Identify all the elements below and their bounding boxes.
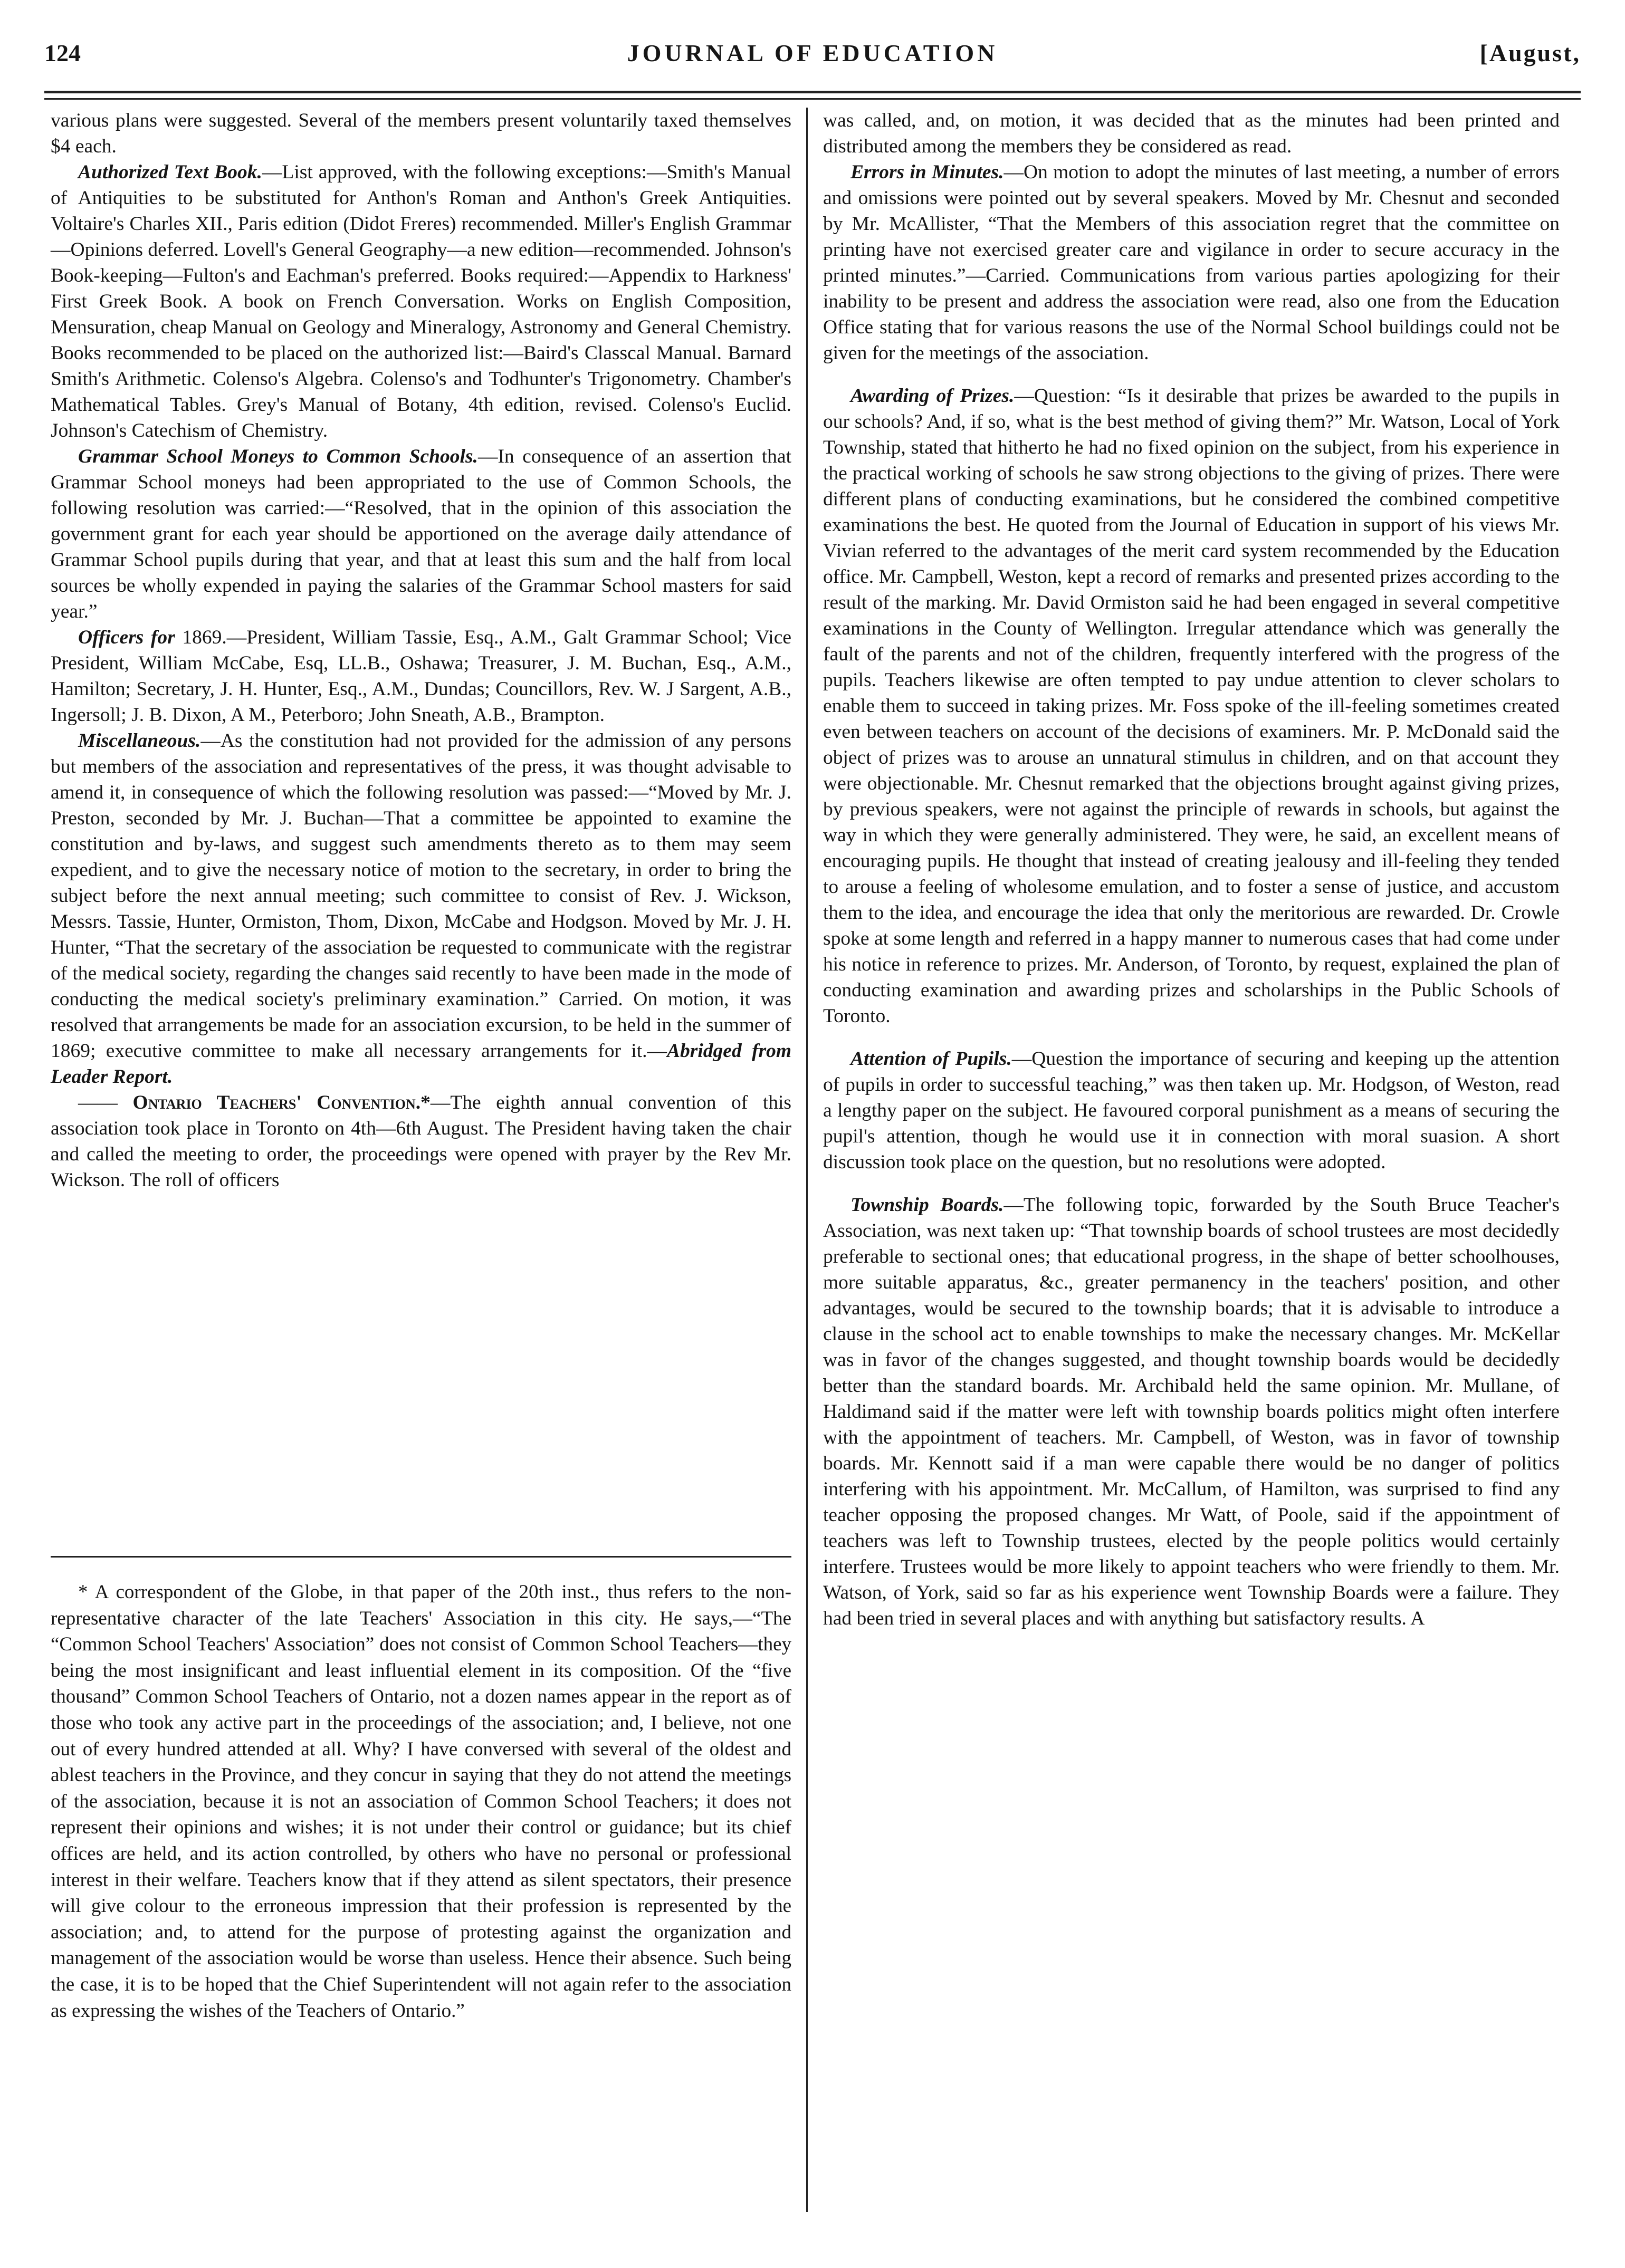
left-column (51, 108, 791, 1193)
section-heading: Errors in Minutes. (850, 161, 1004, 183)
section-heading: Authorized Text Book. (78, 161, 262, 183)
source-credit: Abridged from Leader Report. (51, 1040, 791, 1088)
footnote-text: * A correspondent of the Globe, in that paper of the 20th inst., thus refers to the non-representative character of the late Teachers' Association in this city. He says,—“The “Common School Teachers' Association” does not consist of Common School Teachers—they being the most insignificant and least influential element in its composition. Of the “five thousand” Common School Teachers of Ontario, not a dozen names appear in the report as of those who took any active part in the proceedings of the association; and, I believe, not one out of every hundred attended at all. Why? I have conversed with several of the oldest and ablest teachers in the Province, and they concur in saying that they do not attend the meetings of the association, because it is not an association of Common School Teachers; it does not represent their opinions and wishes; it is not under their control or guidance; but its chief offices are held, and its action controlled, by others who have no personal or professional interest in their welfare. Teachers know that if they attend as silent spectators, their presence will give colour to the erroneous impression that their profession is represented by the association; and, to attend for the purpose of protesting against the organization and management of the association would be worse than useless. Hence their absence. Such being the case, it is to be hoped that the Chief Superintendent will not again refer to the association as expressing the wishes of the Teachers of Ontario.” (51, 1581, 791, 2022)
section-heading: Attention of Pupils. (850, 1048, 1012, 1070)
footnote-rule (51, 1556, 791, 1558)
paragraph (823, 1046, 1560, 1175)
page-number: 124 (44, 40, 81, 66)
header-rule-thin (44, 98, 1581, 100)
paragraph (51, 159, 791, 444)
paragraph (823, 1192, 1560, 1631)
paragraph (51, 1090, 791, 1193)
right-column (823, 108, 1560, 1631)
paragraph-text: —Question the importance of securing and keeping up the attention of pupils in order to successful teaching,” was then taken up. Mr. Hodgson, of Weston, read a lengthy paper on the subject. He favoured corporal punishment as a means of securing the pupil's attention, though he would use it in connection with moral suasion. A short discussion took place on the question, but no resolutions were adopted. (823, 1048, 1560, 1173)
paragraph-text: —On motion to adopt the minutes of last meeting, a number of errors and omissions were pointed out by several speakers. Moved by Mr. Chesnut and seconded by Mr. McAllister, “That the Members of this association regret that the committee on printing have not exercised greater care and vigilance in order to secure accuracy in the printed minutes.”—Carried. Communications from various parties apologizing for their inability to be present and address the association were read, also one from the Education Office stating that for various reasons the use of the Normal School buildings could not be given for the meetings of the association. (823, 161, 1560, 364)
footnote (51, 1579, 791, 2024)
paragraph-text: 1869.—President, William Tassie, Esq., A.M., Galt Grammar School; Vice President, William McCabe, Esq, LL.B., Oshawa; Treasurer, J. M. Buchan, Esq., A.M., Hamilton; Secretary, J. H. Hunter, Esq., A.M., Dundas; Councillors, Rev. W. J Sargent, A.B., Ingersoll; J. B. Dixon, A M., Peterboro; John Sneath, A.B., Brampton. (51, 627, 792, 726)
section-heading: Officers for (78, 627, 175, 648)
paragraph-text: —List approved, with the following exceptions:—Smith's Manual of Antiquities to be substituted for Anthon's Roman and Anthon's Greek Antiquities. Voltaire's Charles XII., Paris edition (Didot Freres) recommended. Miller's English Grammar—Opinions deferred. Lovell's General Geography—a new edition—recommended. Johnson's Book-keeping—Fulton's and Eachman's preferred. Books required:—Appendix to Harkness' First Greek Book. A book on French Conversation. Works on English Composition, Mensuration, cheap Manual on Geology and Mineralogy, Astronomy and General Chemistry. Books recommended to be placed on the authorized list:—Baird's Classcal Manual. Barnard Smith's Arithmetic. Colenso's Algebra. Colenso's and Todhunter's Trigonometry. Chamber's Mathematical Tables. Grey's Manual of Botany, 4th edition, revised. Colenso's Euclid. Johnson's Catechism of Chemistry. (51, 161, 792, 441)
paragraph-text: various plans were suggested. Several of the members present voluntarily taxed themselves $4 each. (51, 110, 791, 157)
section-heading: Awarding of Prizes. (850, 385, 1015, 407)
journal-title: JOURNAL OF EDUCATION (627, 40, 998, 66)
paragraph-text: —As the constitution had not provided for the admission of any persons but members of the association and representatives of the press, it was thought advisable to amend it, in consequence of which the following resolution was passed:—“Moved by Mr. J. Preston, seconded by Mr. J. Buchan—That a committee be appointed to examine the constitution and by-laws, and suggest such amendments thereto as to them may seem expedient, and to give the necessary notice of motion to the secretary, in order to bring the subject before the next annual meeting; such committee to consist of Rev. J. Wickson, Messrs. Tassie, Hunter, Ormiston, Thom, Dixon, McCabe and Hodgson. Moved by Mr. J. H. Hunter, “That the secretary of the association be requested to communicate with the registrar of the medical society, regarding the changes said recently to have been made in the mode of conducting the medical society's preliminary examination.” Carried. On motion, it was resolved that arrangements be made for an association excursion, to be held in the summer of 1869; executive committee to make all necessary arrangements for it.— (51, 730, 791, 1062)
paragraph-text: was called, and, on motion, it was decided that as the minutes had been printed and distributed among the members they be considered as read. (823, 110, 1560, 157)
section-heading: Township Boards. (850, 1194, 1004, 1216)
paragraph-text: —In consequence of an assertion that Grammar School moneys had been appropriated to the use of Common Schools, the following resolution was carried:—“Resolved, that in the opinion of this association the government grant for each year should be apportioned on the average daily attendance of Grammar School pupils during that year, and that at least this sum and the half from local sources be wholly expended in paying the salaries of the Grammar School masters for said year.” (51, 446, 791, 622)
section-heading: Ontario Teachers' Convention.* (132, 1092, 431, 1113)
dash: —— (78, 1092, 133, 1113)
paragraph (823, 159, 1560, 366)
page-header (44, 39, 1581, 81)
paragraph (823, 383, 1560, 1029)
paragraph-text: —The eighth annual convention of this association took place in Toronto on 4th—6th August. The President having taken the chair and called the meeting to order, the proceedings were opened with prayer by the Rev Mr. Wickson. The roll of officers (51, 1092, 791, 1191)
section-heading: Miscellaneous. (78, 730, 201, 752)
paragraph (51, 444, 791, 624)
issue-month: [August, (1479, 40, 1581, 66)
paragraph (51, 728, 791, 1090)
paragraph (823, 108, 1560, 159)
header-rule-thick (44, 91, 1581, 93)
section-heading: Grammar School Moneys to Common Schools. (78, 446, 478, 467)
paragraph-text: —Question: “Is it desirable that prizes be awarded to the pupils in our schools? And, if so, what is the best method of giving them?” Mr. Watson, Local of York Township, stated that hitherto he had no fixed opinion on the subject, from his experience in the practical working of schools he saw strong objections to the giving of prizes. There were different plans of conducting examinations, but he considered the combined competitive examinations the best. He quoted from the Journal of Education in support of his views Mr. Vivian referred to the advantages of the merit card system recommended by the Education office. Mr. Campbell, Weston, kept a record of remarks and presented prizes according to the result of the marking. Mr. David Ormiston said he had been engaged in several competitive examinations in the County of Wellington. Irregular attendance which was generally the fault of the parents and not of the children, frequently interfered with the progress of the pupils. Teachers likewise are often tempted to pay undue attention to clever scholars to enable them to succeed in taking prizes. Mr. Foss spoke of the ill-feeling sometimes created even between teachers on account of the decisions of examiners. Mr. P. McDonald said the object of prizes was to arouse an unnatural stimulus in children, and on that account they were objectionable. Mr. Chesnut remarked that the objections brought against giving prizes, by previous speakers, were not against the principle of rewards in schools, but against the way in which they were generally administered. They were, he said, an excellent means of encouraging pupils. He thought that instead of creating jealousy and ill-feeling they tended to arouse a feeling of wholesome emulation, and to foster a sense of justice, and accustom them to the idea, and encourage the idea that only the meritorious are rewarded. Dr. Crowle spoke at some length and referred in a happy manner to numerous cases that had come under his notice in reference to prizes. Mr. Anderson, of Toronto, by request, explained the plan of conducting examination and awarding prizes and scholarships in the Public Schools of Toronto. (823, 385, 1560, 1027)
paragraph (51, 624, 791, 728)
paragraph-text: —The following topic, forwarded by the South Bruce Teacher's Association, was next taken up: “That township boards of school trustees are most decidedly preferable to sectional ones; that educational progress, in the shape of better schoolhouses, more suitable apparatus, &c., greater permanency in the teachers' position, and other advantages, would be secured to the township boards; that it is advisable to introduce a clause in the school act to enable townships to make the necessary changes. Mr. McKellar was in favor of the changes suggested, and thought township boards would be decidedly better than the standard boards. Mr. Archibald held the same opinion. Mr. Mullane, of Haldimand said if the matter were left with township boards politics might often interfere with the appointment of teachers. Mr. Campbell, of Weston, was in favor of township boards. Mr. Kennott said if a man were capable there would be no danger of politics interfering with his appointment. Mr. McCallum, of Hamilton, was surprised to find any teacher opposing the proposed changes. Mr Watt, of Poole, said if the appointment of teachers was left to Township trustees, elected by the people politics would certainly interfere. Trustees would be more likely to appoint teachers who were friendly to them. Mr. Watson, of York, said so far as his experience went Township Boards were a failure. They had been tried in several places and with anything but satisfactory results. A (823, 1194, 1560, 1629)
paragraph (51, 108, 791, 159)
column-divider (806, 108, 808, 2212)
